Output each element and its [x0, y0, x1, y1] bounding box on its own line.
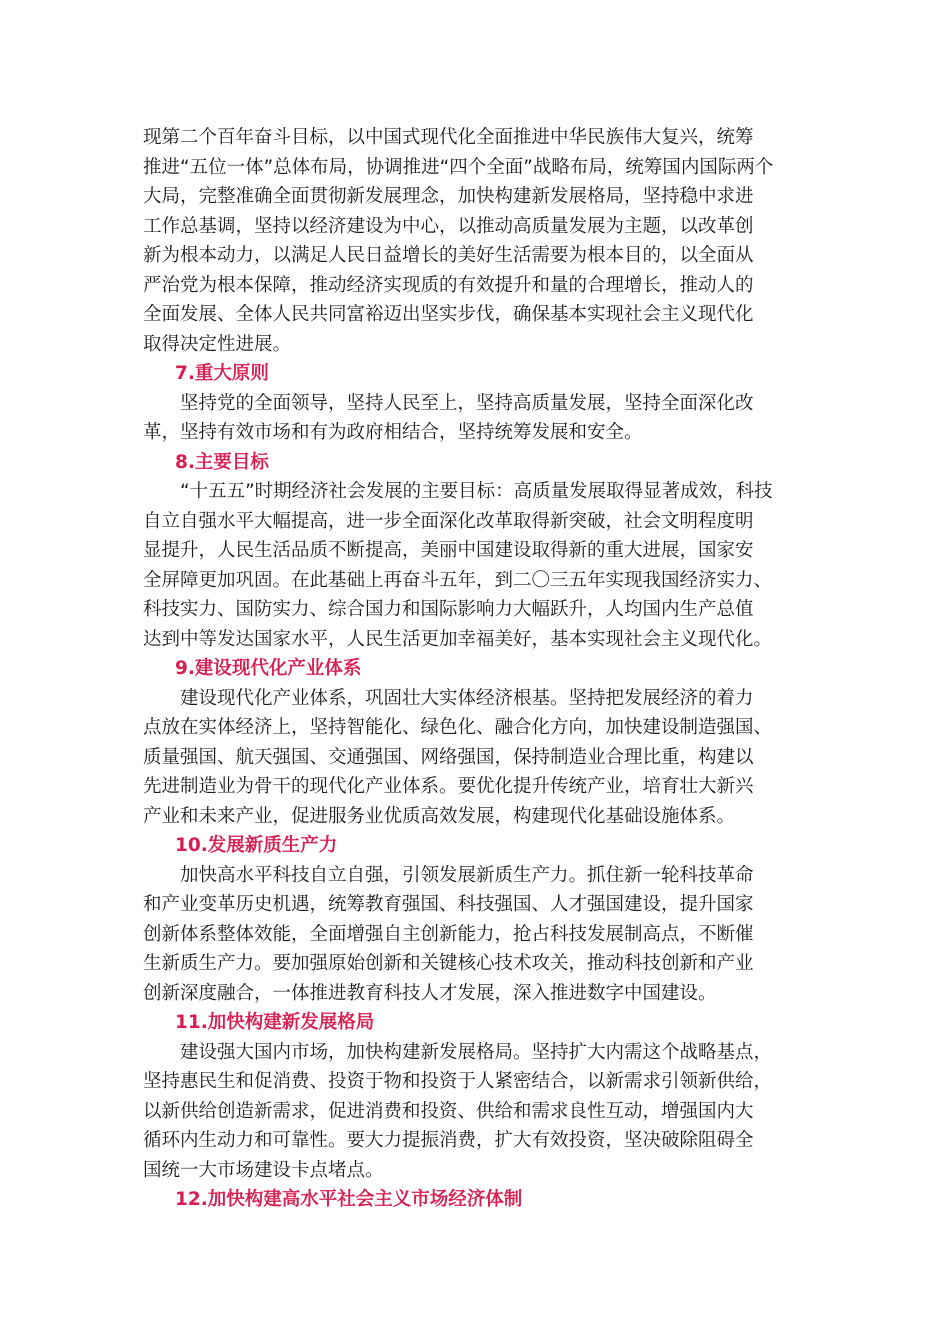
text-line: 全面发展、全体人民共同富裕迈出坚实步伐，确保基本实现社会主义现代化: [143, 304, 754, 325]
section-heading-industry-system: 9.建设现代化产业体系: [175, 658, 362, 679]
text-line: 循环内生动力和可靠性。要大力提振消费，扩大有效投资，坚决破除阻碍全: [143, 1130, 754, 1151]
text-line: 和产业变革历史机遇，统筹教育强国、科技强国、人才强国建设，提升国家: [143, 894, 754, 915]
text-line: 取得决定性进展。: [143, 333, 292, 355]
text-line: 建设现代化产业体系，巩固壮大实体经济根基。坚持把发展经济的着力: [180, 687, 754, 709]
document-page: [143, 123, 813, 1215]
text-line: 大局，完整准确全面贯彻新发展理念，加快构建新发展格局，坚持稳中求进: [143, 186, 754, 207]
text-line: 新为根本动力，以满足人民日益增长的美好生活需要为根本目的，以全面从: [143, 245, 754, 266]
intro-paragraph: [143, 123, 813, 359]
text-line: 现第二个百年奋斗目标，以中国式现代化全面推进中华民族伟大复兴，统筹: [143, 127, 754, 148]
text-line: 革，坚持有效市场和有为政府相结合，坚持统筹发展和安全。: [143, 422, 643, 443]
text-line: 国统一大市场建设卡点堵点。: [143, 1159, 384, 1181]
text-line: 坚持惠民生和促消费、投资于物和投资于人紧密结合，以新需求引领新供给，: [143, 1071, 773, 1092]
text-line: 以新供给创造新需求，促进消费和投资、供给和需求良性互动，增强国内大: [143, 1100, 754, 1122]
section-paragraph-new-productivity: [143, 861, 813, 1009]
text-line: 生新质生产力。要加强原始创新和关键核心技术攻关，推动科技创新和产业: [143, 953, 754, 974]
text-line: 先进制造业为骨干的现代化产业体系。要优化提升传统产业，培育壮大新兴: [143, 776, 754, 797]
text-line: 全屏障更加巩固。在此基础上再奋斗五年，到二〇三五年实现我国经济实力、: [143, 569, 773, 591]
text-line: 加快高水平科技自立自强，引领发展新质生产力。抓住新一轮科技革命: [180, 864, 754, 886]
section-heading-market-economy: 12.加快构建高水平社会主义市场经济体制: [175, 1189, 523, 1210]
text-line: 质量强国、航天强国、交通强国、网络强国，保持制造业合理比重，构建以: [143, 746, 754, 768]
text-line: 产业和未来产业，促进服务业优质高效发展，构建现代化基础设施体系。: [143, 805, 736, 827]
text-line: 创新体系整体效能，全面增强自主创新能力，抢占科技发展制高点，不断催: [143, 923, 754, 945]
section-heading-development-pattern: 11.加快构建新发展格局: [175, 1012, 375, 1033]
text-line: 科技实力、国防实力、综合国力和国际影响力大幅跃升，人均国内生产总值: [143, 599, 754, 620]
section-paragraph-main-goals: [143, 477, 813, 654]
section-heading-main-goals: 8.主要目标: [175, 451, 269, 473]
text-line: 工作总基调，坚持以经济建设为中心，以推动高质量发展为主题，以改革创: [143, 215, 754, 237]
text-line: 创新深度融合，一体推进教育科技人才发展，深入推进数字中国建设。: [143, 982, 717, 1004]
text-line: 自立自强水平大幅提高，进一步全面深化改革取得新突破，社会文明程度明: [143, 510, 754, 532]
text-line: 建设强大国内市场，加快构建新发展格局。坚持扩大内需这个战略基点，: [180, 1041, 773, 1063]
text-line: 严治党为根本保障，推动经济实现质的有效提升和量的合理增长，推动人的: [143, 274, 754, 296]
text-line: 推进“五位一体”总体布局，协调推进“四个全面”战略布局，统筹国内国际两个: [143, 156, 774, 178]
text-line: “十五五”时期经济社会发展的主要目标：高质量发展取得显著成效，科技: [180, 481, 773, 502]
text-line: 点放在实体经济上，坚持智能化、绿色化、融合化方向，加快建设制造强国、: [143, 717, 773, 738]
section-paragraph-industry-system: [143, 684, 813, 832]
section-heading-major-principles: 7.重大原则: [175, 363, 269, 384]
text-line: 坚持党的全面领导，坚持人民至上，坚持高质量发展，坚持全面深化改: [180, 392, 754, 414]
section-heading-new-productivity: 10.发展新质生产力: [175, 835, 338, 856]
section-paragraph-major-principles: [143, 389, 813, 448]
text-line: 显提升，人民生活品质不断提高，美丽中国建设取得新的重大进展，国家安: [143, 540, 754, 561]
text-line: 达到中等发达国家水平，人民生活更加幸福美好，基本实现社会主义现代化。: [143, 628, 773, 650]
section-paragraph-development-pattern: [143, 1038, 813, 1186]
